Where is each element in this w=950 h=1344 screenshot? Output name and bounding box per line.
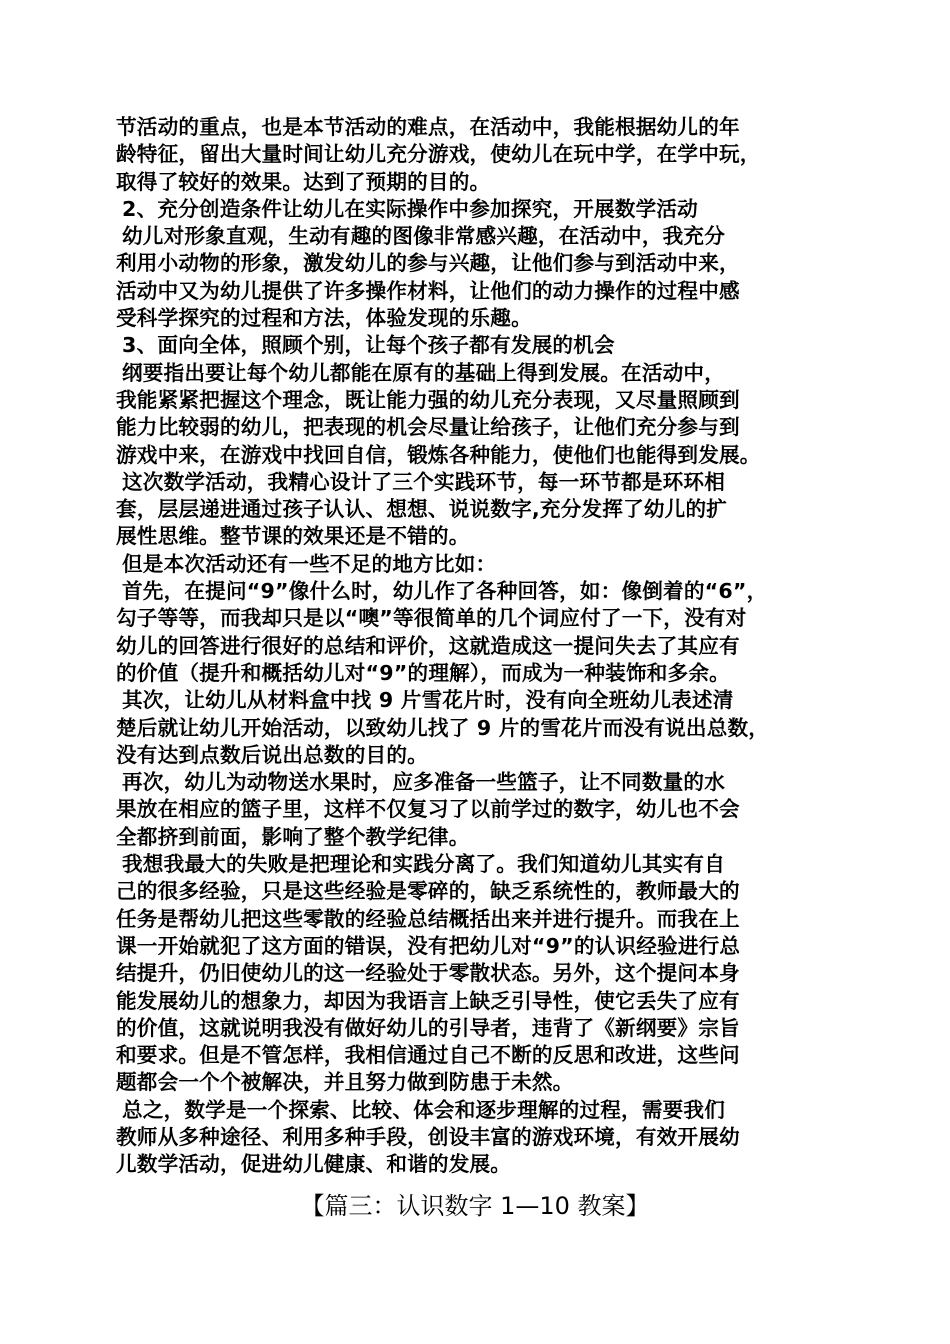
text-line: 结提升，仍旧使幼儿的这一经验处于零散状态。另外，这个提问本身 [116,961,740,986]
text-line: 能力比较弱的幼儿，把表现的机会尽量让给孩子，让他们充分参与到 [116,415,740,440]
text-line: 和要求。但是不管怎样，我相信通过自己不断的反思和改进，这些问 [116,1043,740,1068]
body-text [116,114,846,1179]
text-line: 果放在相应的篮子里，这样不仅复习了以前学过的数字，幼儿也不会 [116,797,740,822]
text-line: 纲要指出要让每个幼儿都能在原有的基础上得到发展。在活动中， [122,360,726,385]
text-line: 勾子等等，而我却只是以“噢”等很简单的几个词应付了一下，没有对 [116,606,747,631]
text-line: 己的很多经验，只是这些经验是零碎的，缺乏系统性的，教师最大的 [116,879,740,904]
text-line: 幼儿的回答进行很好的总结和评价，这就造成这一提问失去了其应有 [116,633,740,658]
text-line: 受科学探究的过程和方法，体验发现的乐趣。 [116,306,532,331]
text-line: 我想我最大的失败是把理论和实践分离了。我们知道幼儿其实有自 [122,852,726,877]
text-line: 这次数学活动，我精心设计了三个实践环节，每一环节都是环环相 [122,469,726,494]
text-line: 全都挤到前面，影响了整个教学纪律。 [116,824,470,849]
text-line: 其次，让幼儿从材料盒中找 9 片雪花片时，没有向全班幼儿表述清 [122,688,734,713]
text-line: 幼儿对形象直观，生动有趣的图像非常感兴趣，在活动中，我充分 [122,224,726,249]
text-line: 任务是帮幼儿把这些零散的经验总结概括出来并进行提升。而我在上 [116,906,740,931]
text-line: 的价值（提升和概括幼儿对“9”的理解），而成为一种装饰和多余。 [116,660,730,685]
text-line: 我能紧紧把握这个理念，既让能力强的幼儿充分表现，又尽量照顾到 [116,387,740,412]
text-line: 展性思维。整节课的效果还是不错的。 [116,524,470,549]
text-line: 但是本次活动还有一些不足的地方比如： [122,551,497,576]
text-line: 活动中又为幼儿提供了许多操作材料，让他们的动力操作的过程中感 [116,278,740,303]
text-line: 利用小动物的形象，激发幼儿的参与兴趣，让他们参与到活动中来， [116,251,740,276]
text-line: 课一开始就犯了这方面的错误，没有把幼儿对“9”的认识经验进行总 [116,933,741,958]
text-line: 的价值，这就说明我没有做好幼儿的引导者，违背了《新纲要》宗旨 [116,1015,740,1040]
section-heading-3: 3、面向全体，照顾个别，让每个孩子都有发展的机会 [122,333,615,358]
text-line: 龄特征，留出大量时间让幼儿充分游戏，使幼儿在玩中学，在学中玩， [116,142,761,167]
text-line: 首先，在提问“9”像什么时，幼儿作了各种回答，如：像倒着的“6”， [122,579,768,604]
text-line: 取得了较好的效果。达到了预期的目的。 [116,169,491,194]
text-line: 套，层层递进通过孩子认认、想想、说说数字,充分发挥了幼儿的扩 [116,497,728,522]
text-line: 总之，数学是一个探索、比较、体会和逐步理解的过程，需要我们 [122,1097,726,1122]
text-line: 教师从多种途径、利用多种手段，创设丰富的游戏环境，有效开展幼 [116,1124,740,1149]
text-line: 节活动的重点，也是本节活动的难点，在活动中，我能根据幼儿的年 [116,115,740,139]
text-line: 楚后就让幼儿开始活动，以致幼儿找了 9 片的雪花片而没有说出总数， [116,715,770,740]
text-line: 儿数学活动，促进幼儿健康、和谐的发展。 [116,1152,512,1177]
text-line: 能发展幼儿的想象力，却因为我语言上缺乏引导性，使它丢失了应有 [116,988,740,1013]
section-title: 【篇三：认识数字 1—10 教案】 [300,1192,650,1220]
text-line: 没有达到点数后说出总数的目的。 [116,742,428,767]
text-line: 题都会一个个被解决，并且努力做到防患于未然。 [116,1070,574,1095]
section-heading-2: 2、充分创造条件让幼儿在实际操作中参加探究，开展数学活动 [122,196,698,221]
text-line: 游戏中来，在游戏中找回自信，锻炼各种能力，使他们也能得到发展。 [116,442,761,467]
text-line: 再次，幼儿为动物送水果时，应多准备一些篮子，让不同数量的水 [122,770,726,795]
